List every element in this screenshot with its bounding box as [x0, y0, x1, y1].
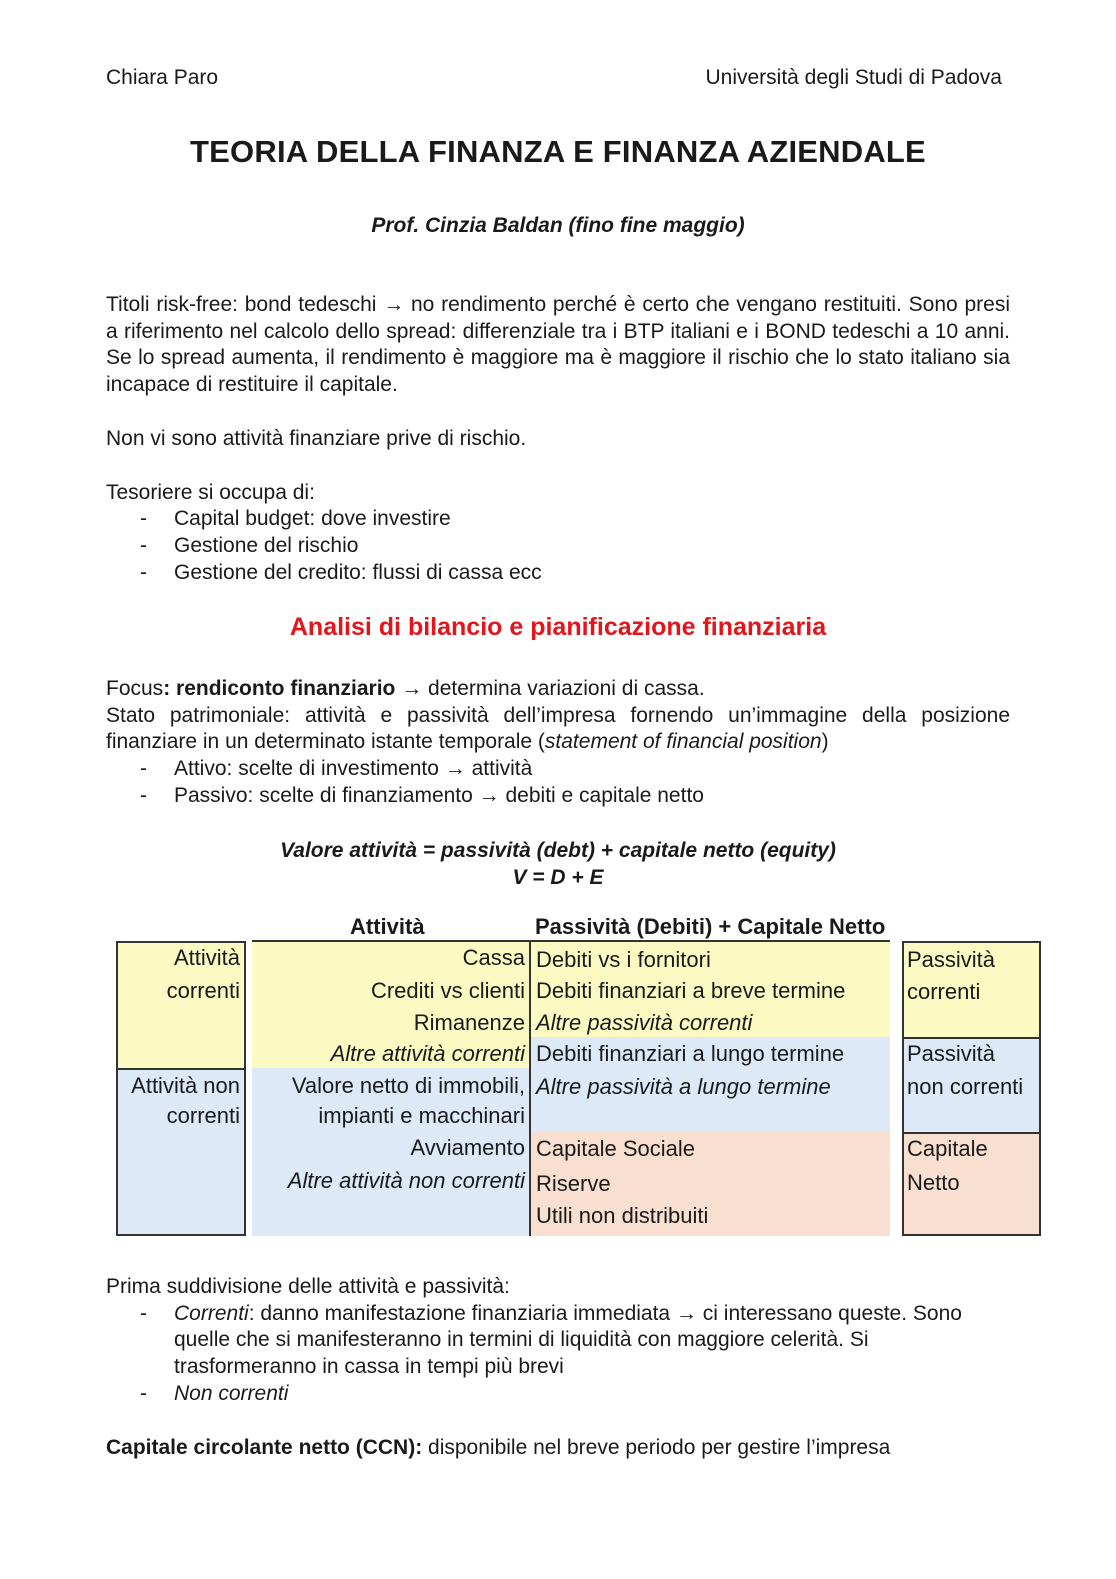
ccn-line [106, 1435, 1010, 1462]
equity-capitale-sociale: Capitale Sociale [536, 1136, 695, 1161]
ccn-bold: Capitale circolante netto (CCN): [106, 1436, 423, 1459]
label-noncurrent-liabilities-1: Passività [907, 1041, 996, 1066]
liability-fin-lungo: Debiti finanziari a lungo termine [536, 1041, 845, 1066]
professor-line: Prof. Cinzia Baldan (fino fine maggio) [371, 214, 745, 237]
liabilities-header: Passività (Debiti) + Capitale Netto [535, 914, 886, 939]
list-item-text: Attivo: scelte di investimento → attività [174, 757, 533, 781]
list-item [106, 1381, 1010, 1408]
label-noncurrent-liabilities-2: non correnti [907, 1074, 1024, 1099]
asset-avviamento: Avviamento [410, 1135, 525, 1160]
liability-altre-correnti: Altre passività correnti [536, 1010, 753, 1035]
list-item [106, 783, 1010, 810]
bullet-dash: - [140, 507, 147, 531]
equity-riserve: Riserve [536, 1171, 611, 1196]
list-item-text [174, 1301, 984, 1381]
ccn-text: disponibile nel breve periodo per gestire l’impresa [422, 1436, 891, 1459]
bullet-dash: - [140, 560, 147, 584]
liability-fin-breve: Debiti finanziari a breve termine [536, 978, 846, 1003]
list-item-text: Non correnti [174, 1381, 289, 1405]
page-title: TEORIA DELLA FINANZA E FINANZA AZIENDALE [190, 134, 926, 169]
label-current-assets-1: Attività [173, 945, 240, 970]
list-item [106, 506, 1010, 533]
stato-paragraph [106, 703, 1010, 756]
stato-close: ) [821, 730, 829, 754]
section-title: Analisi di bilancio e pianificazione finanziaria [289, 613, 827, 641]
focus-prefix: Focus [106, 677, 164, 700]
asset-altre-non-correnti: Altre attività non correnti [287, 1168, 525, 1193]
list-item [106, 756, 1010, 783]
label-noncurrent-assets-2: correnti [166, 1103, 240, 1128]
asset-crediti: Crediti vs clienti [370, 978, 525, 1003]
label-equity-1: Capitale [907, 1136, 988, 1161]
stato-italic: statement of financial position [544, 730, 822, 754]
table-center-rule [529, 940, 531, 1236]
list-item [106, 1301, 1010, 1381]
list-item [106, 560, 1010, 587]
ccn-section [106, 1435, 1010, 1462]
label-current-liabilities-1: Passività [907, 947, 996, 972]
equity-utili: Utili non distribuiti [536, 1203, 709, 1228]
label-equity-2: Netto [907, 1170, 960, 1195]
list-item-text: Passivo: scelte di finanziamento → debiti e capitale netto [174, 783, 704, 807]
list-item [106, 533, 1010, 560]
liability-altre-lungo: Altre passività a lungo termine [536, 1074, 831, 1099]
focus-section [106, 676, 1010, 810]
table-top-rule [252, 940, 530, 942]
suddivisione-section [106, 1274, 1010, 1408]
formula-line-1: Valore attività = passività (debt) + capitale netto (equity) [280, 839, 836, 862]
tesoriere-title: Tesoriere si occupa di: [106, 480, 315, 504]
liability-fornitori: Debiti vs i fornitori [536, 947, 711, 972]
label-current-liabilities-2: correnti [907, 979, 981, 1004]
focus-line [106, 676, 1010, 703]
focus-rest: → determina variazioni di cassa. [395, 677, 705, 700]
bullet-dash: - [140, 1381, 147, 1405]
label-noncurrent-assets-1: Attività non [131, 1073, 240, 1098]
risk-free-paragraph: Titoli risk-free: bond tedeschi → no rendimento perché è certo che vengano restituiti. Sono presi a riferimento nel calcolo dello spread: differenziale tra i BTP italiani e i BOND tedeschi a 10 anni. Se lo spread aumenta, il rendimento è maggiore ma è maggiore il rischio che lo stato italiano sia incapace di restituire il capitale. [106, 293, 1010, 397]
asset-cassa: Cassa [462, 945, 525, 970]
label-current-assets-2: correnti [166, 978, 240, 1003]
bullet-dash: - [140, 533, 147, 557]
list-item-text: Gestione del credito: flussi di cassa ecc [174, 560, 542, 584]
formula [0, 837, 1116, 891]
intro-section [106, 292, 1010, 586]
author-name: Chiara Paro [106, 66, 219, 89]
assets-header: Attività [350, 914, 425, 939]
university-name: Università degli Studi di Padova [705, 66, 1002, 89]
correnti-text: : danno manifestazione finanziaria immediata → ci interessano queste. Sono quelle che si manifesteranno in termini di liquidità con maggiore celerità. Si trasformeranno in cassa in tempi più brevi [174, 1301, 962, 1379]
bullet-dash: - [140, 757, 147, 781]
correnti-italic: Correnti [174, 1301, 249, 1325]
bullet-dash: - [140, 1301, 147, 1325]
asset-immobili-2: impianti e macchinari [318, 1103, 525, 1128]
asset-rimanenze: Rimanenze [413, 1010, 525, 1035]
suddivisione-title: Prima suddivisione delle attività e passività: [106, 1275, 510, 1298]
no-riskless-paragraph: Non vi sono attività finanziare prive di rischio. [106, 426, 527, 450]
focus-bold: : rendiconto finanziario [163, 677, 396, 700]
asset-immobili-1: Valore netto di immobili, [291, 1073, 525, 1098]
formula-line-2: V = D + E [512, 866, 604, 889]
table-top-rule-right [531, 940, 890, 942]
asset-altre-correnti: Altre attività correnti [330, 1041, 525, 1066]
stato-text: Stato patrimoniale: attività e passività dell’impresa fornendo un’immagine della posizione finanziare in un determinato istante temporale ( [106, 703, 1010, 754]
list-item-text: Gestione del rischio [174, 533, 359, 557]
bullet-dash: - [140, 783, 147, 807]
list-item-text: Capital budget: dove investire [174, 507, 451, 531]
